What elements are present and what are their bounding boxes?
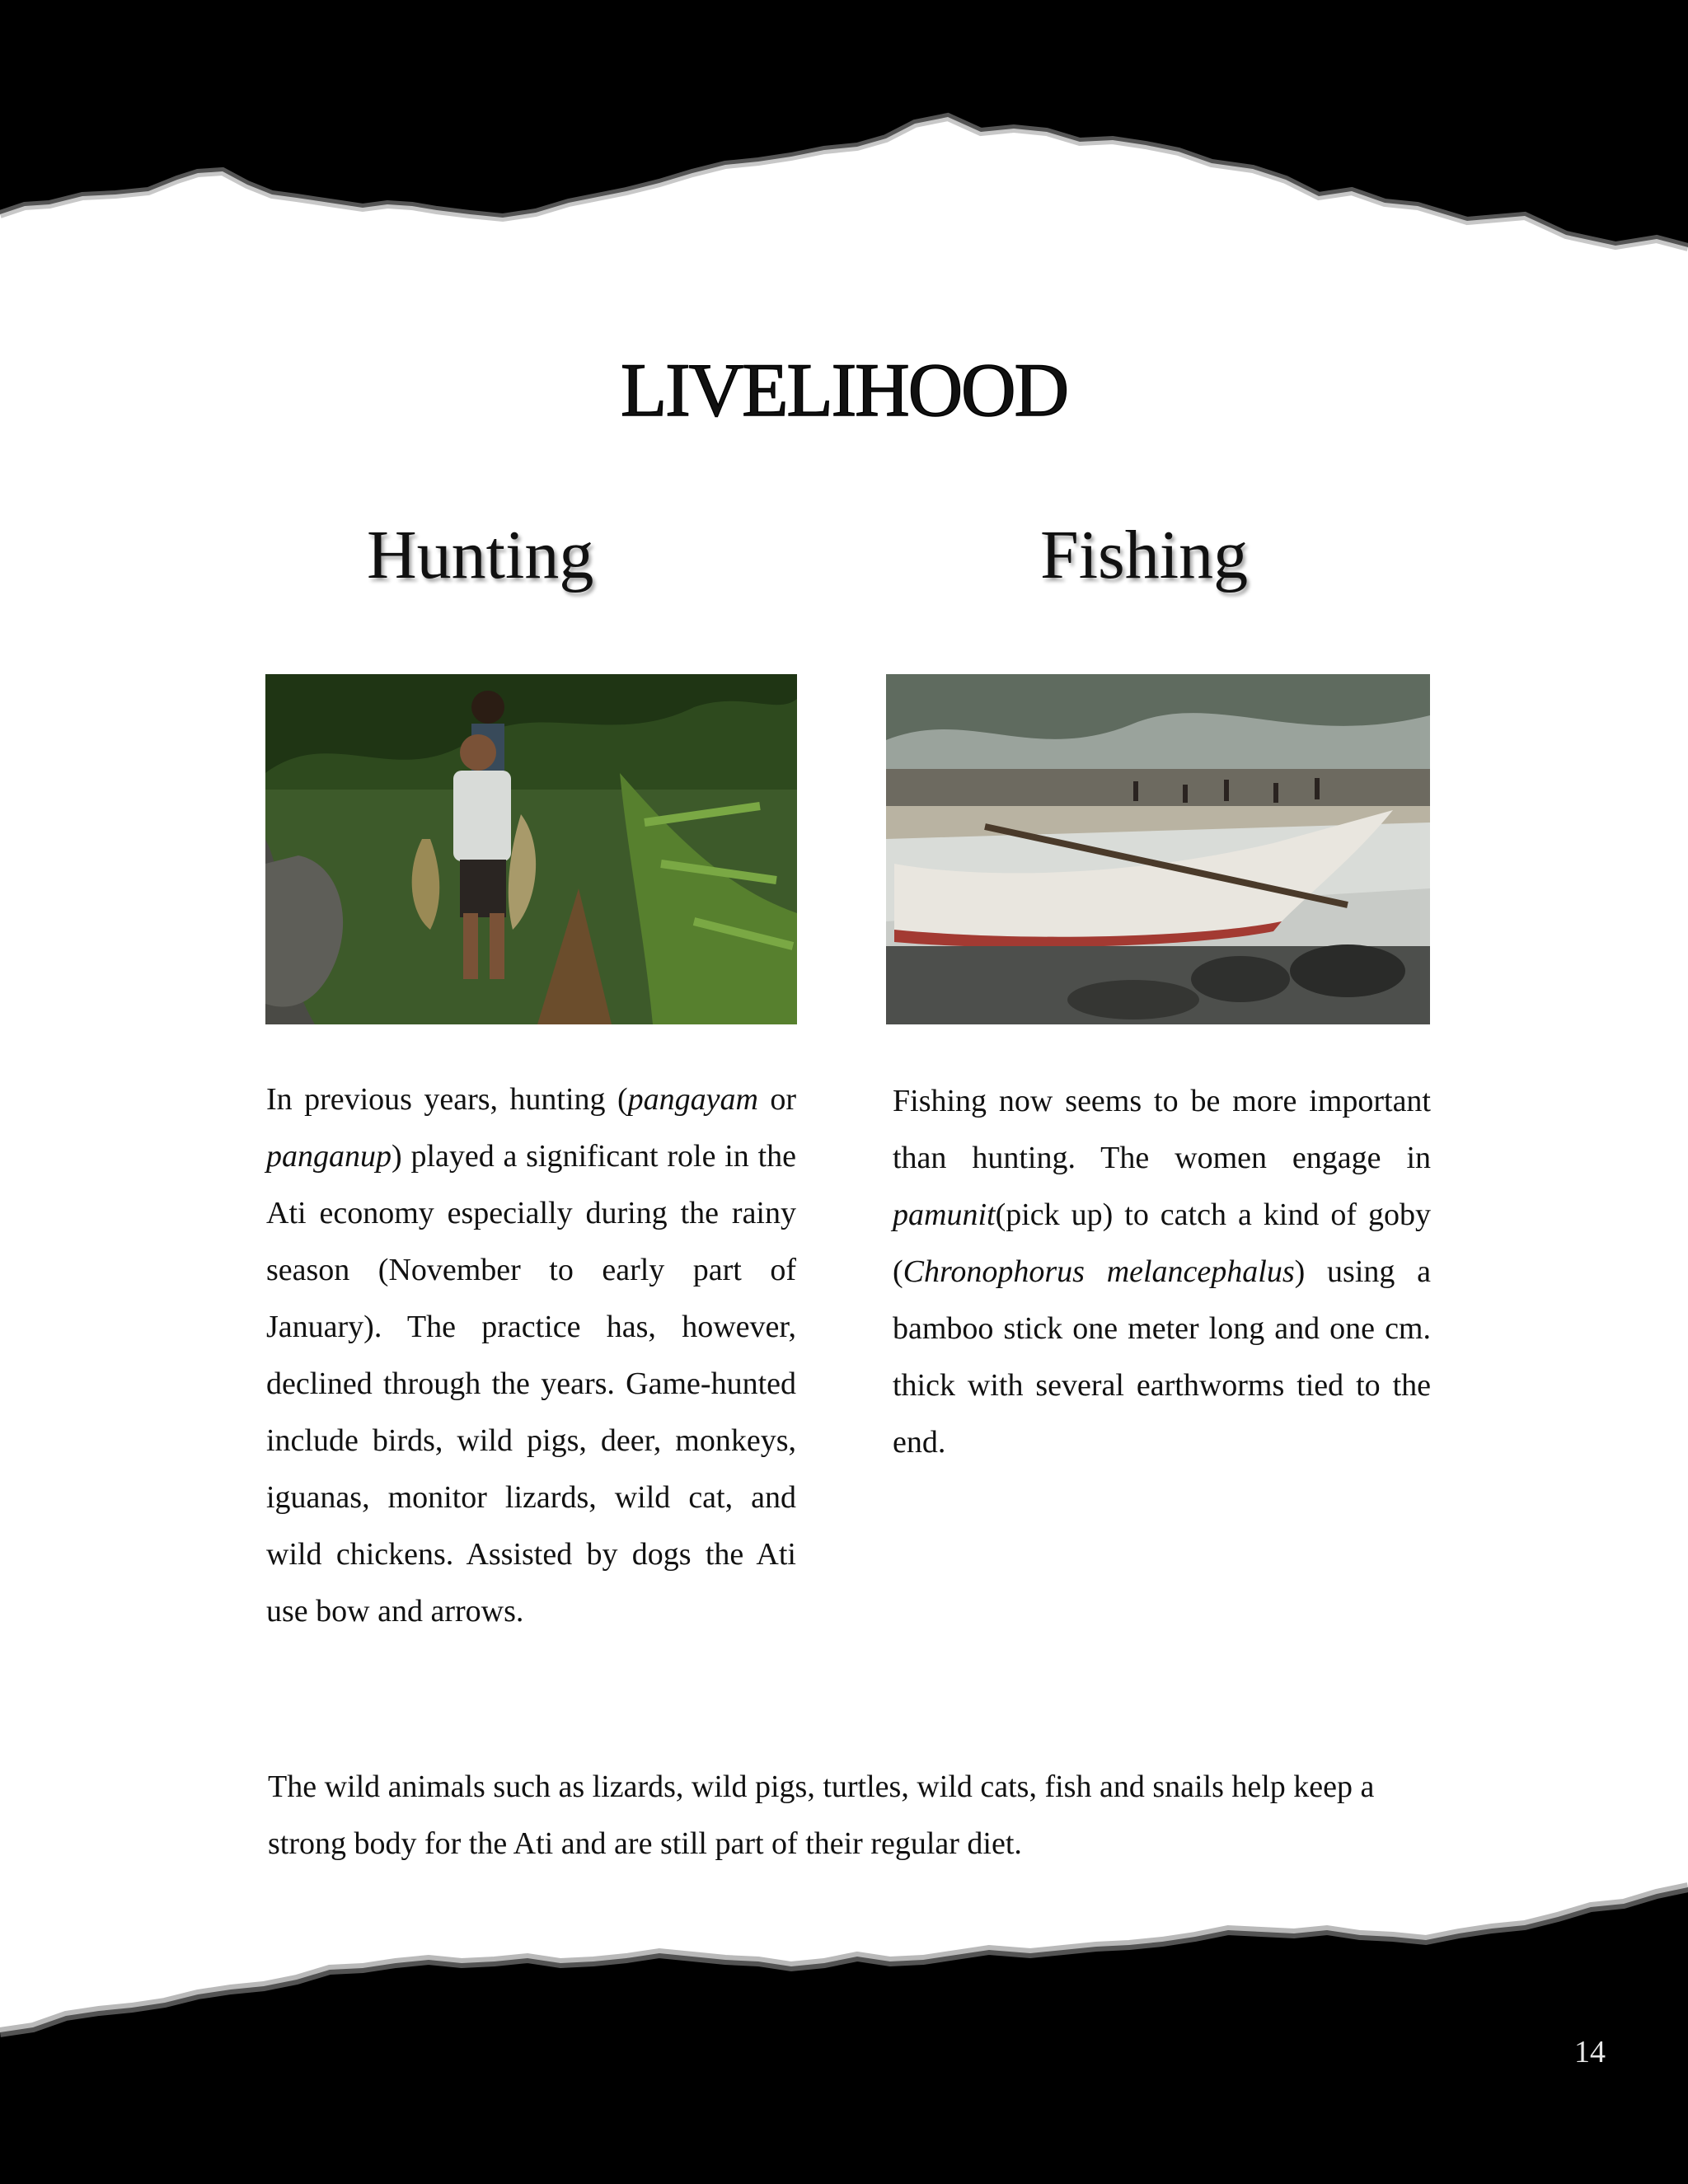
diet-paragraph: The wild animals such as lizards, wild pigs, turtles, wild cats, fish and snails help keep a strong body for the Ati and are still part of their regular diet. <box>268 1769 1375 1861</box>
term-pamunit: pamunit <box>893 1197 996 1232</box>
hunting-heading: Hunting <box>367 517 594 593</box>
term-chronophorus: Chronophorus melancephalus <box>903 1254 1295 1289</box>
torn-paper-top-decoration <box>0 0 1688 272</box>
page-number: 14 <box>1574 2035 1606 2069</box>
hunting-photo <box>265 674 797 1024</box>
fishing-paragraph: Fishing now seems to be more important than hunting. The women engage in pamunit(pick up) to catch a kind of goby (Chronophorus melancephalus) using a bamboo stick one meter long and one cm. thick with several earthworms tied to the end. <box>893 1084 1431 1460</box>
term-pangayam: pangayam <box>627 1082 758 1117</box>
fishing-photo <box>886 674 1430 1024</box>
term-panganup: panganup <box>266 1139 392 1174</box>
torn-paper-bottom-decoration <box>0 1871 1688 2184</box>
hunting-paragraph: In previous years, hunting (pangayam or panganup) played a significant role in the Ati economy especially during the rainy season (November to early part of January). The practice has, however, declined through the years. Game-hunted include birds, wild pigs, deer, monkeys, iguanas, monitor lizards, wild cat, and wild chickens. Assisted by dogs the Ati use bow and arrows. <box>266 1082 797 1629</box>
fishing-heading: Fishing <box>1040 517 1249 593</box>
page-title: LIVELIHOOD <box>620 348 1068 432</box>
